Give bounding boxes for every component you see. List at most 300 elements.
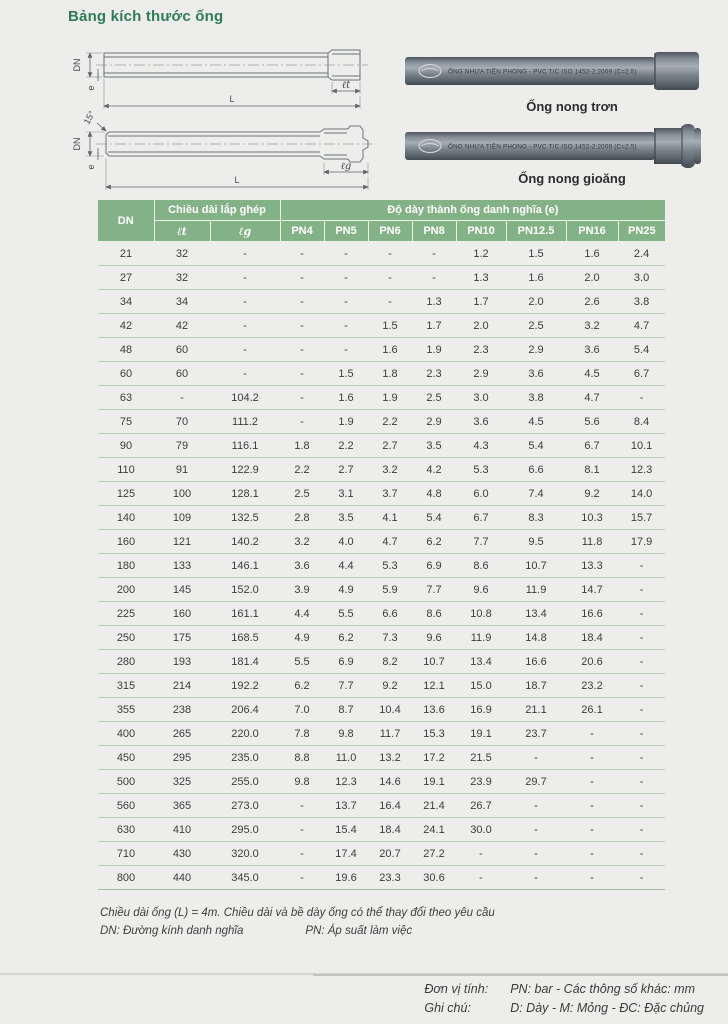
table-cell: 3.6 xyxy=(456,410,506,434)
table-notes xyxy=(100,905,495,941)
table-cell: 70 xyxy=(154,410,210,434)
table-cell: 132.5 xyxy=(210,506,280,530)
table-cell: 15.7 xyxy=(618,506,665,530)
table-cell: - xyxy=(566,770,618,794)
table-cell: 1.8 xyxy=(368,362,412,386)
table-row xyxy=(98,602,665,626)
table-cell: 11.8 xyxy=(566,530,618,554)
table-row xyxy=(98,362,665,386)
table-cell: - xyxy=(618,578,665,602)
table-cell: 63 xyxy=(98,386,154,410)
table-cell: 440 xyxy=(154,866,210,890)
table-cell: 630 xyxy=(98,818,154,842)
table-cell: - xyxy=(618,818,665,842)
table-cell: 60 xyxy=(154,338,210,362)
table-cell: 1.9 xyxy=(412,338,456,362)
table-cell: 23.9 xyxy=(456,770,506,794)
table-cell: - xyxy=(324,314,368,338)
table-cell: - xyxy=(618,794,665,818)
table-cell: 265 xyxy=(154,722,210,746)
pipe-size-table xyxy=(98,200,665,890)
table-cell: 3.1 xyxy=(324,482,368,506)
pipe-socket xyxy=(654,128,682,164)
table-cell: 6.7 xyxy=(456,506,506,530)
table-cell: - xyxy=(566,794,618,818)
table-cell: 4.7 xyxy=(368,530,412,554)
table-cell: 3.2 xyxy=(566,314,618,338)
table-cell: - xyxy=(280,386,324,410)
table-cell: 60 xyxy=(154,362,210,386)
table-cell: 20.6 xyxy=(566,650,618,674)
table-cell: 5.5 xyxy=(324,602,368,626)
table-cell: 12.3 xyxy=(618,458,665,482)
table-cell: 7.7 xyxy=(324,674,368,698)
length-label: L xyxy=(229,94,235,104)
table-cell: - xyxy=(456,866,506,890)
table-cell: 1.6 xyxy=(566,242,618,266)
plain-socket-pipe-photo xyxy=(402,44,702,98)
table-cell: 23.7 xyxy=(506,722,566,746)
table-cell: 12.3 xyxy=(324,770,368,794)
table-cell: 13.2 xyxy=(368,746,412,770)
table-row xyxy=(98,266,665,290)
table-cell: 10.4 xyxy=(368,698,412,722)
table-row xyxy=(98,338,665,362)
table-cell: 2.2 xyxy=(280,458,324,482)
table-cell: - xyxy=(506,866,566,890)
table-cell: 121 xyxy=(154,530,210,554)
table-cell: 27.2 xyxy=(412,842,456,866)
table-cell: - xyxy=(412,266,456,290)
table-cell: 19.1 xyxy=(412,770,456,794)
table-cell: 146.1 xyxy=(210,554,280,578)
table-cell: - xyxy=(324,290,368,314)
table-cell: 4.5 xyxy=(566,362,618,386)
table-row xyxy=(98,818,665,842)
col-header-assembly-length: Chiều dài lắp ghép xyxy=(154,200,280,221)
table-cell: 160 xyxy=(154,602,210,626)
table-cell: 2.0 xyxy=(506,290,566,314)
table-cell: 116.1 xyxy=(210,434,280,458)
table-cell: 122.9 xyxy=(210,458,280,482)
table-row xyxy=(98,554,665,578)
table-cell: 2.4 xyxy=(618,242,665,266)
table-cell: 4.9 xyxy=(324,578,368,602)
table-cell: 7.3 xyxy=(368,626,412,650)
table-cell: - xyxy=(618,770,665,794)
table-row xyxy=(98,482,665,506)
table-row xyxy=(98,650,665,674)
table-cell: 9.2 xyxy=(368,674,412,698)
table-cell: 8.7 xyxy=(324,698,368,722)
table-cell: 145 xyxy=(154,578,210,602)
table-cell: 1.3 xyxy=(456,266,506,290)
table-cell: 238 xyxy=(154,698,210,722)
table-cell: 1.5 xyxy=(506,242,566,266)
table-cell: 34 xyxy=(154,290,210,314)
table-cell: 17.4 xyxy=(324,842,368,866)
table-row xyxy=(98,458,665,482)
table-cell: - xyxy=(618,674,665,698)
table-cell: 3.0 xyxy=(618,266,665,290)
table-cell: 168.5 xyxy=(210,626,280,650)
table-cell: 17.9 xyxy=(618,530,665,554)
table-cell: 30.6 xyxy=(412,866,456,890)
table-cell: 3.8 xyxy=(506,386,566,410)
table-cell: 225 xyxy=(98,602,154,626)
table-cell: - xyxy=(566,722,618,746)
col-header-dn: DN xyxy=(98,200,154,242)
table-cell: 5.5 xyxy=(280,650,324,674)
table-cell: 206.4 xyxy=(210,698,280,722)
table-cell: 181.4 xyxy=(210,650,280,674)
table-cell: 6.0 xyxy=(456,482,506,506)
table-cell: 430 xyxy=(154,842,210,866)
table-cell: 3.7 xyxy=(368,482,412,506)
table-cell: 3.6 xyxy=(506,362,566,386)
table-cell: 8.6 xyxy=(412,602,456,626)
dn-label: DN xyxy=(72,137,82,151)
table-cell: 6.6 xyxy=(506,458,566,482)
table-cell: 5.9 xyxy=(368,578,412,602)
table-cell: - xyxy=(280,866,324,890)
table-cell: 3.8 xyxy=(618,290,665,314)
table-cell: - xyxy=(618,386,665,410)
table-row xyxy=(98,698,665,722)
table-cell: - xyxy=(280,242,324,266)
table-cell: 133 xyxy=(154,554,210,578)
table-cell: 13.4 xyxy=(506,602,566,626)
table-cell: - xyxy=(368,266,412,290)
table-cell: 79 xyxy=(154,434,210,458)
table-cell: 125 xyxy=(98,482,154,506)
table-cell: 410 xyxy=(154,818,210,842)
table-cell: 193 xyxy=(154,650,210,674)
table-cell: - xyxy=(618,722,665,746)
table-cell: - xyxy=(368,242,412,266)
col-header-pn6: PN6 xyxy=(368,221,412,242)
table-cell: 1.5 xyxy=(324,362,368,386)
table-cell: 104.2 xyxy=(210,386,280,410)
note-line-1: Chiều dài ống (L) = 4m. Chiều dài và bề dày ống có thể thay đổi theo yêu cầu xyxy=(100,907,495,919)
col-header-pn8: PN8 xyxy=(412,221,456,242)
table-cell: - xyxy=(506,746,566,770)
length-label: L xyxy=(234,175,240,185)
table-cell: 5.3 xyxy=(456,458,506,482)
table-cell: 18.4 xyxy=(368,818,412,842)
table-cell: - xyxy=(618,746,665,770)
table-cell: 2.0 xyxy=(456,314,506,338)
table-cell: - xyxy=(280,290,324,314)
table-cell: 16.9 xyxy=(456,698,506,722)
table-cell: 8.2 xyxy=(368,650,412,674)
table-cell: 10.8 xyxy=(456,602,506,626)
table-cell: 2.9 xyxy=(456,362,506,386)
table-cell: 75 xyxy=(98,410,154,434)
table-cell: 3.2 xyxy=(280,530,324,554)
table-cell: - xyxy=(506,818,566,842)
gasket-ring xyxy=(681,124,695,168)
table-cell: 295 xyxy=(154,746,210,770)
table-cell: 15.4 xyxy=(324,818,368,842)
table-cell: 27 xyxy=(98,266,154,290)
table-cell: - xyxy=(280,842,324,866)
table-cell: 3.0 xyxy=(456,386,506,410)
table-cell: 21 xyxy=(98,242,154,266)
table-cell: 5.3 xyxy=(368,554,412,578)
note-line-2 xyxy=(100,923,495,941)
table-cell: 30.0 xyxy=(456,818,506,842)
table-cell: 255.0 xyxy=(210,770,280,794)
socket-length-label: ℓg xyxy=(340,161,352,172)
table-cell: 1.6 xyxy=(324,386,368,410)
table-cell: - xyxy=(412,242,456,266)
table-cell: 8.6 xyxy=(456,554,506,578)
table-cell: 15.0 xyxy=(456,674,506,698)
gasket-pipe-caption: Ống nong gioăng xyxy=(518,171,626,186)
table-cell: - xyxy=(210,338,280,362)
table-cell: 34 xyxy=(98,290,154,314)
table-cell: 13.6 xyxy=(412,698,456,722)
col-header-pn5: PN5 xyxy=(324,221,368,242)
table-cell: 5.4 xyxy=(506,434,566,458)
table-cell: 6.9 xyxy=(412,554,456,578)
gasket-socket-pipe-diagram xyxy=(50,105,380,195)
e-label: e xyxy=(86,85,96,91)
table-cell: 560 xyxy=(98,794,154,818)
table-cell: 16.6 xyxy=(566,602,618,626)
gasket-socket-pipe-photo xyxy=(402,118,702,172)
table-cell: 3.6 xyxy=(280,554,324,578)
table-cell: 6.9 xyxy=(324,650,368,674)
table-cell: 42 xyxy=(98,314,154,338)
table-cell: 10.3 xyxy=(566,506,618,530)
table-row xyxy=(98,506,665,530)
table-cell: 109 xyxy=(154,506,210,530)
table-cell: 2.0 xyxy=(566,266,618,290)
table-cell: - xyxy=(566,866,618,890)
table-cell: 8.1 xyxy=(566,458,618,482)
table-cell: - xyxy=(154,386,210,410)
table-cell: 111.2 xyxy=(210,410,280,434)
table-cell: 18.7 xyxy=(506,674,566,698)
table-cell: - xyxy=(618,554,665,578)
table-cell: 9.8 xyxy=(324,722,368,746)
table-cell: 5.6 xyxy=(566,410,618,434)
table-row xyxy=(98,314,665,338)
table-cell: 26.1 xyxy=(566,698,618,722)
table-cell: 1.6 xyxy=(368,338,412,362)
table-cell: 9.6 xyxy=(412,626,456,650)
footer-divider-accent xyxy=(313,974,728,976)
table-cell: 5.4 xyxy=(412,506,456,530)
table-cell: 2.6 xyxy=(566,290,618,314)
table-cell: 4.3 xyxy=(456,434,506,458)
table-cell: 1.7 xyxy=(412,314,456,338)
table-cell: 1.2 xyxy=(456,242,506,266)
table-cell: 7.4 xyxy=(506,482,566,506)
table-cell: 11.7 xyxy=(368,722,412,746)
table-cell: 5.4 xyxy=(618,338,665,362)
table-cell: 9.5 xyxy=(506,530,566,554)
table-cell: 2.7 xyxy=(324,458,368,482)
table-cell: - xyxy=(280,410,324,434)
table-cell: 355 xyxy=(98,698,154,722)
table-cell: 1.7 xyxy=(456,290,506,314)
table-cell: 14.6 xyxy=(368,770,412,794)
table-cell: 13.7 xyxy=(324,794,368,818)
table-cell: 2.5 xyxy=(412,386,456,410)
table-cell: - xyxy=(280,266,324,290)
table-cell: 4.9 xyxy=(280,626,324,650)
table-cell: 18.4 xyxy=(566,626,618,650)
table-cell: - xyxy=(210,266,280,290)
table-cell: - xyxy=(618,842,665,866)
table-cell: - xyxy=(618,602,665,626)
table-cell: 295.0 xyxy=(210,818,280,842)
table-cell: 152.0 xyxy=(210,578,280,602)
table-cell: - xyxy=(566,746,618,770)
table-row xyxy=(98,794,665,818)
col-header-pn10: PN10 xyxy=(456,221,506,242)
table-cell: 1.3 xyxy=(412,290,456,314)
table-cell: - xyxy=(618,650,665,674)
col-header-lg: ℓg xyxy=(210,221,280,242)
pipe-print-text: ỐNG NHỰA TIỀN PHONG - PVC T/C ISO 1452-2:2009 (C=2.5) xyxy=(448,68,637,76)
table-cell: 3.6 xyxy=(566,338,618,362)
pipe-socket xyxy=(654,52,699,90)
table-cell: - xyxy=(280,362,324,386)
chamfer-angle-arrow xyxy=(97,123,106,131)
table-cell: 4.7 xyxy=(618,314,665,338)
table-row xyxy=(98,842,665,866)
table-row xyxy=(98,626,665,650)
table-cell: 14.0 xyxy=(618,482,665,506)
table-cell: - xyxy=(618,626,665,650)
table-cell: - xyxy=(506,842,566,866)
table-cell: - xyxy=(210,362,280,386)
table-row xyxy=(98,722,665,746)
e-label: e xyxy=(86,164,96,170)
table-cell: 19.1 xyxy=(456,722,506,746)
table-cell: 21.5 xyxy=(456,746,506,770)
table-cell: 325 xyxy=(154,770,210,794)
table-cell: 273.0 xyxy=(210,794,280,818)
col-header-pn12-5: PN12.5 xyxy=(506,221,566,242)
table-cell: 250 xyxy=(98,626,154,650)
table-cell: 2.9 xyxy=(506,338,566,362)
table-cell: - xyxy=(618,698,665,722)
table-row xyxy=(98,242,665,266)
table-cell: 7.0 xyxy=(280,698,324,722)
table-cell: - xyxy=(210,242,280,266)
table-cell: 4.8 xyxy=(412,482,456,506)
table-cell: 4.0 xyxy=(324,530,368,554)
table-cell: - xyxy=(324,266,368,290)
socket-length-label: ℓt xyxy=(341,80,351,91)
table-cell: 3.2 xyxy=(368,458,412,482)
col-header-lt: ℓt xyxy=(154,221,210,242)
table-cell: - xyxy=(280,818,324,842)
table-cell: 2.5 xyxy=(280,482,324,506)
table-cell: 345.0 xyxy=(210,866,280,890)
table-cell: 26.7 xyxy=(456,794,506,818)
pipe-print-text: ỐNG NHỰA TIỀN PHONG - PVC T/C ISO 1452-2:2009 (C=2.5) xyxy=(448,143,637,151)
table-cell: - xyxy=(566,818,618,842)
table-cell: 6.2 xyxy=(280,674,324,698)
table-cell: 800 xyxy=(98,866,154,890)
table-cell: 3.5 xyxy=(412,434,456,458)
table-row xyxy=(98,386,665,410)
table-body xyxy=(98,242,665,890)
col-header-pn16: PN16 xyxy=(566,221,618,242)
table-cell: 12.1 xyxy=(412,674,456,698)
table-cell: 140 xyxy=(98,506,154,530)
table-row xyxy=(98,746,665,770)
table-cell: 235.0 xyxy=(210,746,280,770)
table-cell: 6.7 xyxy=(618,362,665,386)
table-cell: 320.0 xyxy=(210,842,280,866)
table-cell: 16.4 xyxy=(368,794,412,818)
table-cell: 42 xyxy=(154,314,210,338)
table-cell: - xyxy=(210,290,280,314)
table-cell: 710 xyxy=(98,842,154,866)
table-row xyxy=(98,674,665,698)
footer-notes xyxy=(424,982,704,1015)
table-cell: 500 xyxy=(98,770,154,794)
table-cell: 175 xyxy=(154,626,210,650)
table-cell: 2.7 xyxy=(368,434,412,458)
table-cell: 91 xyxy=(154,458,210,482)
table-row xyxy=(98,770,665,794)
table-cell: 21.1 xyxy=(506,698,566,722)
table-cell: 280 xyxy=(98,650,154,674)
table-cell: 23.2 xyxy=(566,674,618,698)
unit-value: PN: bar - Các thông số khác: mm xyxy=(510,982,695,996)
table-cell: 15.3 xyxy=(412,722,456,746)
table-cell: 60 xyxy=(98,362,154,386)
note-dn-definition: DN: Đường kính danh nghĩa xyxy=(100,924,244,937)
table-cell: - xyxy=(280,314,324,338)
table-row xyxy=(98,434,665,458)
table-cell: 6.2 xyxy=(412,530,456,554)
table-cell: 13.3 xyxy=(566,554,618,578)
table-cell: 220.0 xyxy=(210,722,280,746)
table-cell: 8.3 xyxy=(506,506,566,530)
table-cell: - xyxy=(210,314,280,338)
table-cell: 23.3 xyxy=(368,866,412,890)
note-pn-definition: PN: Áp suất làm việc xyxy=(305,924,413,937)
table-cell: 1.8 xyxy=(280,434,324,458)
table-cell: 7.8 xyxy=(280,722,324,746)
table-cell: 100 xyxy=(154,482,210,506)
table-cell: 400 xyxy=(98,722,154,746)
table-cell: - xyxy=(324,338,368,362)
table-cell: 1.6 xyxy=(506,266,566,290)
legend-label: Ghi chú: xyxy=(424,1001,471,1015)
table-cell: 29.7 xyxy=(506,770,566,794)
table-cell: 10.7 xyxy=(506,554,566,578)
table-cell: 4.2 xyxy=(412,458,456,482)
table-cell: 9.2 xyxy=(566,482,618,506)
col-header-pn25: PN25 xyxy=(618,221,665,242)
table-cell: 6.7 xyxy=(566,434,618,458)
table-cell: 11.0 xyxy=(324,746,368,770)
table-cell: 2.5 xyxy=(506,314,566,338)
dn-label: DN xyxy=(72,58,82,72)
table-cell: 140.2 xyxy=(210,530,280,554)
table-cell: - xyxy=(368,290,412,314)
